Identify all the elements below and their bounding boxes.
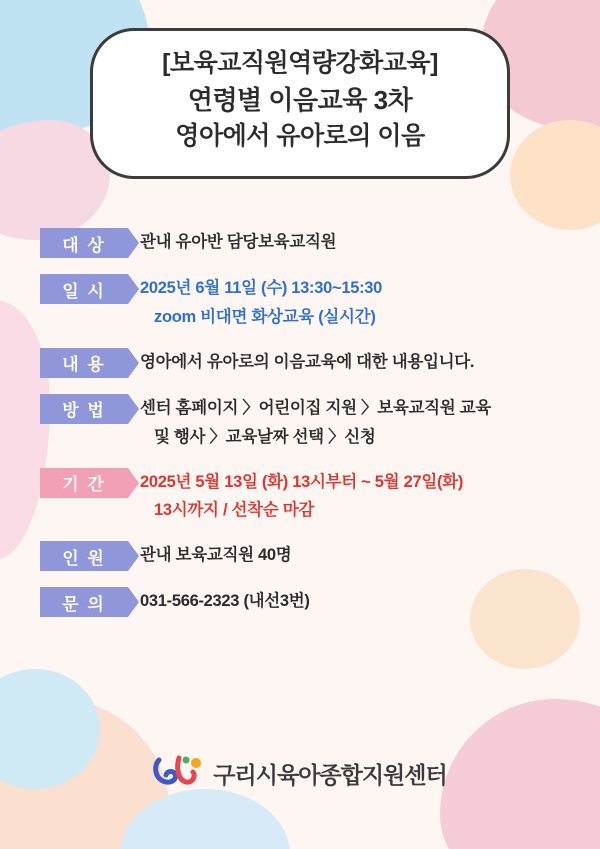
info-row xyxy=(0,226,600,258)
info-row-value xyxy=(140,585,600,616)
title-card xyxy=(90,28,510,179)
info-row-tag-label: 인 원 xyxy=(62,548,106,568)
info-row-value-line: 센터 홈페이지 〉어린이집 지원 〉보육교직원 교육 xyxy=(140,398,491,417)
info-row-value-line: 관내 유아반 담당보육교직원 xyxy=(140,233,337,251)
info-row-value-line: 13시까지 / 선착순 마감 xyxy=(154,501,315,520)
info-row-value-line: 2025년 6월 11일 (수) 13:30~15:30 xyxy=(140,279,383,297)
info-row xyxy=(0,466,600,526)
info-row-value-line: 및 행사 〉교육날짜 선택 〉신청 xyxy=(154,427,376,446)
info-row-value-line: 영아에서 유아로의 이음교육에 대한 내용입니다. xyxy=(140,352,475,371)
info-row-tag-label: 문 의 xyxy=(62,594,106,614)
info-row-tag-label: 방 법 xyxy=(62,401,106,421)
info-row-value xyxy=(140,272,600,332)
info-row-value-line: 031-566-2323 (내선3번) xyxy=(140,592,310,611)
info-row-value xyxy=(140,346,600,377)
info-row xyxy=(0,585,600,617)
info-row-tag xyxy=(40,394,128,424)
info-row-value xyxy=(140,392,600,452)
info-row-tag-label: 내 용 xyxy=(62,355,106,375)
blob-top-right-peach xyxy=(510,120,600,230)
logo-text: 구리시육아종합지원센터 xyxy=(213,762,447,788)
info-row-value xyxy=(140,539,600,570)
info-row-tag-label: 대 상 xyxy=(62,235,106,255)
info-row xyxy=(0,392,600,452)
info-row-tag xyxy=(40,228,128,258)
info-row-tag xyxy=(40,274,128,304)
info-row xyxy=(0,539,600,571)
info-row xyxy=(0,272,600,332)
info-row-value xyxy=(140,226,600,257)
info-row-tag xyxy=(40,348,128,378)
info-list xyxy=(0,226,600,631)
info-row-value-line: 2025년 5월 13일 (화) 13시부터 ~ 5월 27일(화) xyxy=(140,472,464,491)
title-line-2: 연령별 이음교육 3차 xyxy=(187,84,413,115)
info-row-value-line: zoom 비대면 화상교육 (실시간) xyxy=(154,307,376,326)
title-line-3: 영아에서 유아로의 이음 xyxy=(175,121,425,150)
info-row-tag-label: 기 간 xyxy=(62,475,106,494)
info-row-tag-label: 일 시 xyxy=(62,281,106,301)
footer-logo xyxy=(0,754,600,793)
info-row xyxy=(0,346,600,378)
info-row-value xyxy=(140,466,600,526)
title-line-1: [보육교직원역량강화교육] xyxy=(162,49,438,77)
info-row-value-line: 관내 보육교직원 40명 xyxy=(140,546,292,565)
info-row-tag xyxy=(40,468,128,498)
info-row-tag xyxy=(40,587,128,617)
guri-childcare-logo-icon xyxy=(153,754,203,793)
info-row-tag xyxy=(40,541,128,571)
